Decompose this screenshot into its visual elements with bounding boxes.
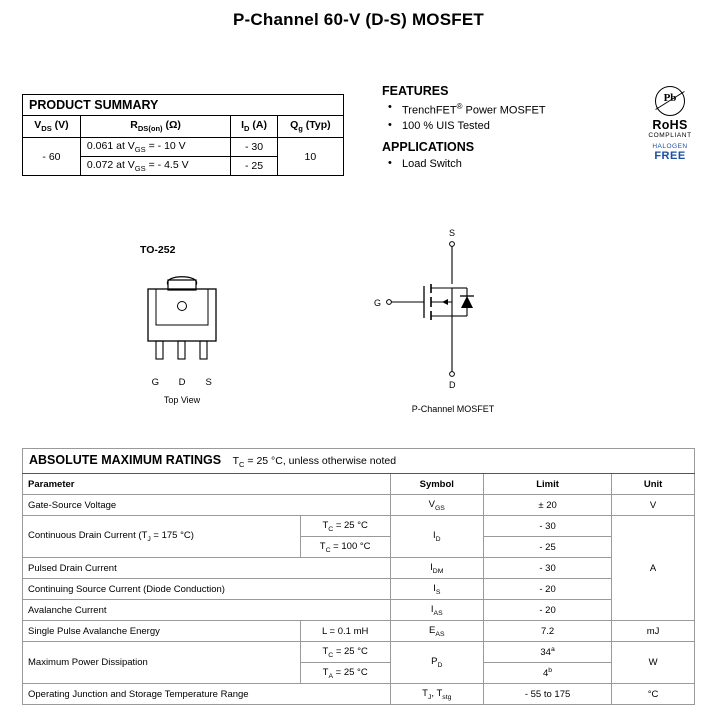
cell-limit: ± 20 — [484, 495, 612, 516]
package-label: TO-252 — [140, 244, 176, 256]
free-label: FREE — [654, 150, 686, 162]
table-row — [23, 621, 695, 642]
cell-condition: $T_C = 100$ °C — [300, 537, 390, 558]
cell-condition: L = 0.1 mH — [300, 621, 390, 642]
cell-symbol: $P_D$ — [390, 642, 483, 684]
cell-parameter: Operating Junction and Storage Temperature Range — [23, 684, 391, 705]
cell-parameter: Single Pulse Avalanche Energy — [23, 621, 301, 642]
column-header-unit: Unit — [612, 474, 695, 495]
cell-limit: - 25 — [484, 537, 612, 558]
cell-parameter: Pulsed Drain Current — [23, 558, 391, 579]
list-item: • 100 % UIS Tested — [386, 120, 622, 132]
table-row — [23, 495, 695, 516]
cell-unit: °C — [612, 684, 695, 705]
value-id-2: - 25 — [231, 157, 278, 176]
column-header-id: $I_D$ (A) — [231, 116, 278, 138]
cell-limit: - 55 to 175 — [484, 684, 612, 705]
schematic-label-s: S — [449, 228, 456, 238]
table-row — [23, 600, 695, 621]
cell-limit: - 20 — [484, 579, 612, 600]
column-header-limit: Limit — [484, 474, 612, 495]
schematic-symbol — [338, 222, 568, 414]
cell-symbol: $V_{GS}$ — [390, 495, 483, 516]
absolute-maximum-ratings-section — [22, 448, 695, 705]
ratings-heading-text: ABSOLUTE MAXIMUM RATINGS — [29, 453, 222, 467]
table-row — [23, 684, 695, 705]
list-item: • TrenchFET® Power MOSFET — [386, 102, 622, 117]
cell-limit: 34$^a$ — [484, 642, 612, 663]
cell-condition: $T_C = 25$ °C — [300, 516, 390, 537]
ratings-heading — [23, 449, 695, 474]
pmos-symbol-icon — [338, 222, 568, 397]
applications-heading: APPLICATIONS — [382, 139, 475, 154]
column-header-parameter: Parameter — [23, 474, 391, 495]
cell-parameter: Continuous Drain Current ($T_J = 175$ °C) — [23, 516, 301, 558]
package-view-caption: Top View — [163, 395, 201, 405]
column-header-vds: $V_{DS}$ (V) — [23, 116, 81, 138]
cell-symbol: $I_D$ — [390, 516, 483, 558]
cell-condition: $T_C = 25$ °C — [300, 642, 390, 663]
lead-free-label: Pb — [663, 92, 677, 104]
cell-unit: A — [612, 516, 695, 621]
cell-unit: mJ — [612, 621, 695, 642]
cell-symbol: $I_{AS}$ — [390, 600, 483, 621]
cell-condition: $T_A = 25$ °C — [300, 663, 390, 684]
cell-symbol: $T_J$, $T_{stg}$ — [390, 684, 483, 705]
applications-list — [386, 158, 622, 170]
cell-symbol: $I_S$ — [390, 579, 483, 600]
column-header-symbol: Symbol — [390, 474, 483, 495]
table-row — [23, 579, 695, 600]
value-rdson-1: 0.061 at $V_{GS}$ = - 10 V — [80, 138, 230, 157]
value-id-1: - 30 — [231, 138, 278, 157]
cell-limit: - 20 — [484, 600, 612, 621]
schematic-caption: P-Channel MOSFET — [411, 404, 495, 414]
table-row — [23, 558, 695, 579]
list-item: • Load Switch — [386, 158, 622, 170]
page-title: P-Channel 60-V (D-S) MOSFET — [233, 10, 484, 29]
cell-unit: V — [612, 495, 695, 516]
product-summary-heading: PRODUCT SUMMARY — [23, 95, 344, 116]
halogen-label: HALOGEN — [652, 143, 688, 150]
ratings-condition: $T_C = 25$ °C, unless otherwise noted — [232, 455, 397, 470]
product-summary-table — [22, 94, 344, 176]
value-rdson-2: 0.072 at $V_{GS}$ = - 4.5 V — [80, 157, 230, 176]
column-header-rdson: $R_{DS(on)}$ (Ω) — [80, 116, 230, 138]
pin-label-s: S — [205, 377, 212, 388]
rohs-title: RoHS — [652, 118, 688, 132]
value-qg: 10 — [277, 138, 343, 176]
to252-package-icon — [112, 260, 252, 370]
cell-parameter: Maximum Power Dissipation — [23, 642, 301, 684]
cell-symbol: $E_{AS}$ — [390, 621, 483, 642]
cell-limit: 7.2 — [484, 621, 612, 642]
cell-parameter: Continuing Source Current (Diode Conduction) — [23, 579, 391, 600]
absolute-maximum-ratings-table — [22, 448, 695, 705]
lead-free-icon — [655, 86, 685, 116]
features-list — [386, 102, 622, 132]
pin-label-g: G — [151, 377, 160, 388]
cell-limit: - 30 — [484, 558, 612, 579]
table-row — [23, 516, 695, 537]
cell-parameter: Avalanche Current — [23, 600, 391, 621]
cell-limit: 4$^b$ — [484, 663, 612, 684]
pin-label-d: D — [178, 377, 186, 388]
product-summary-section — [22, 94, 344, 176]
compliance-logos — [638, 86, 702, 162]
features-heading: FEATURES — [382, 84, 449, 98]
value-vds: - 60 — [23, 138, 81, 176]
cell-parameter: Gate-Source Voltage — [23, 495, 391, 516]
cell-symbol: $I_{DM}$ — [390, 558, 483, 579]
package-drawing — [112, 244, 252, 405]
column-header-qg: $Q_g$ (Typ) — [277, 116, 343, 138]
table-row — [23, 642, 695, 663]
schematic-label-d: D — [449, 380, 456, 390]
schematic-label-g: G — [374, 298, 382, 308]
cell-unit: W — [612, 642, 695, 684]
rohs-subtitle: COMPLIANT — [648, 132, 692, 139]
cell-limit: - 30 — [484, 516, 612, 537]
package-pin-labels — [112, 377, 252, 388]
features-section — [382, 84, 622, 173]
